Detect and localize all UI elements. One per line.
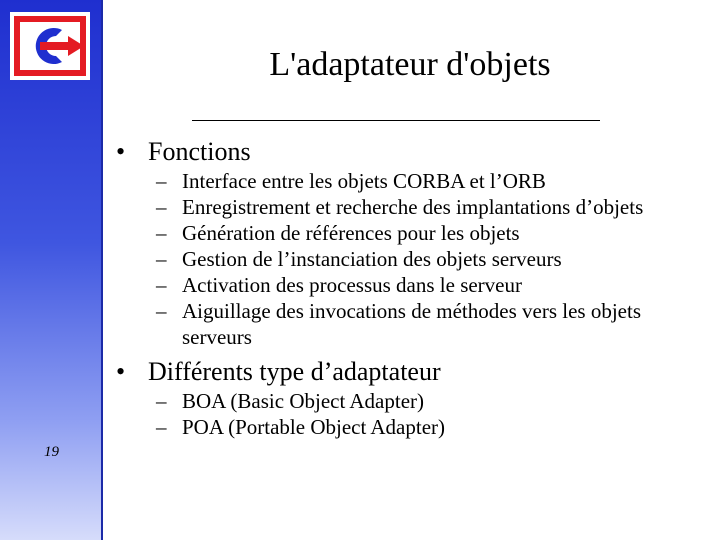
dash-icon: – xyxy=(156,299,167,323)
bullet-text: Différents type d’adaptateur xyxy=(148,357,441,386)
sidebar xyxy=(0,0,103,540)
dash-icon: – xyxy=(156,273,167,297)
bullet-text: Fonctions xyxy=(148,137,251,166)
list-item xyxy=(116,246,696,272)
slide-content xyxy=(116,136,696,440)
bullet-dot-icon: • xyxy=(116,137,126,166)
list-item-text: Gestion de l’instanciation des objets serveurs xyxy=(182,247,562,271)
bullet-dot-icon: • xyxy=(116,357,126,386)
page-number: 19 xyxy=(44,444,59,460)
dash-icon: – xyxy=(156,415,167,439)
red-arrow-c-logo-icon xyxy=(10,12,90,80)
list-item-text: POA (Portable Object Adapter) xyxy=(182,415,446,439)
bullet-fonctions xyxy=(116,136,696,168)
list-item-text: Interface entre les objets CORBA et l’ORB xyxy=(182,169,546,193)
dash-icon: – xyxy=(156,195,167,219)
list-item-text: Génération de références pour les objets xyxy=(182,221,520,245)
list-item-text: Enregistrement et recherche des implantations d’objets xyxy=(182,195,644,219)
slide-title: L'adaptateur d'objets xyxy=(269,46,551,83)
list-item-text: Aiguillage des invocations de méthodes vers les objets serveurs xyxy=(182,299,641,349)
list-item xyxy=(116,298,696,350)
sub-list-fonctions xyxy=(116,168,696,350)
dash-icon: – xyxy=(156,389,167,413)
dash-icon: – xyxy=(156,247,167,271)
list-item xyxy=(116,414,696,440)
title-divider xyxy=(192,120,600,121)
list-item xyxy=(116,220,696,246)
list-item-text: Activation des processus dans le serveur xyxy=(182,273,522,297)
list-item xyxy=(116,168,696,194)
bullet-adaptateurs xyxy=(116,356,696,388)
dash-icon: – xyxy=(156,169,167,193)
list-item xyxy=(116,194,696,220)
sub-list-adaptateurs xyxy=(116,388,696,440)
list-item-text: BOA (Basic Object Adapter) xyxy=(182,389,425,413)
dash-icon: – xyxy=(156,221,167,245)
list-item xyxy=(116,388,696,414)
list-item xyxy=(116,272,696,298)
